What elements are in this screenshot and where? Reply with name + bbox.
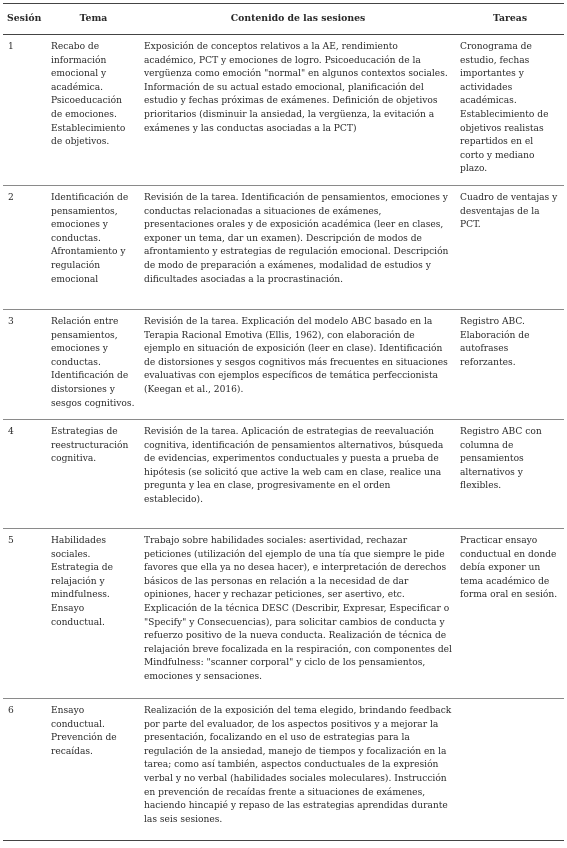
table-header	[3, 4, 564, 35]
session-tema: Estrategias de reestructuración cognitiva.	[47, 420, 140, 529]
header-row	[3, 4, 564, 35]
session-tema: Relación entre pensamientos, emociones y conductas. Identificación de distorsiones y sesgos cognitivos.	[47, 310, 140, 420]
session-number: 2	[3, 186, 47, 310]
session-tema: Identificación de pensamientos, emociones y conductas. Afrontamiento y regulación emocional	[47, 186, 140, 310]
session-number: 1	[3, 35, 47, 186]
header-session: Sesión	[3, 4, 47, 35]
table-row	[3, 310, 564, 420]
session-tareas: Practicar ensayo conductual en donde debía exponer un tema académico de forma oral en sesión.	[456, 529, 564, 699]
table-row	[3, 35, 564, 186]
header-contenido: Contenido de las sesiones	[140, 4, 456, 35]
session-tareas: Cuadro de ventajas y desventajas de la PCT.	[456, 186, 564, 310]
session-contenido: Revisión de la tarea. Identificación de pensamientos, emociones y conductas relacionadas a situaciones de exámenes, presentaciones orales y de exposición académica (leer en clases, exponer un tema, dar un examen). Descripción de modos de afrontamiento y estrategias de regulación emocional. Descripción de modo de preparación a exámenes, modalidad de estudios y dificultades asociadas a la procrastinación.	[140, 186, 456, 310]
session-contenido: Trabajo sobre habilidades sociales: asertividad, rechazar peticiones (utilización del ejemplo de una tía que siempre le pide favores que ella ya no desea hacer), e interpretación de derechos básicos de las personas en relación a la necesidad de dar opiniones, hacer y rechazar peticiones, ser asertivo, etc. Explicación de la técnica DESC (Describir, Expresar, Especificar o "Specify" y Consecuencias), para solicitar cambios de conducta y refuerzo positivo de la nueva conducta. Realización de técnica de relajación breve focalizada en la respiración, con componentes del Mindfulness: "scanner corporal" y ciclo de los pensamientos, emociones y sensaciones.	[140, 529, 456, 699]
table-row	[3, 420, 564, 529]
session-tareas: Registro ABC con columna de pensamientos alternativos y flexibles.	[456, 420, 564, 529]
session-contenido: Revisión de la tarea. Explicación del modelo ABC basado en la Terapia Racional Emotiva (Ellis, 1962), con elaboración de ejemplo en situación de exposición (leer en clase). Identificación de distorsiones y sesgos cognitivos más frecuentes en situaciones evaluativas con ejemplos específicos de temática perfeccionista (Keegan et al., 2016).	[140, 310, 456, 420]
session-number: 6	[3, 699, 47, 841]
session-number: 4	[3, 420, 47, 529]
table-row	[3, 186, 564, 310]
header-tareas: Tareas	[456, 4, 564, 35]
header-tema: Tema	[47, 4, 140, 35]
session-contenido: Revisión de la tarea. Aplicación de estrategias de reevaluación cognitiva, identificación de pensamientos alternativos, búsqueda de evidencias, experimentos conductuales y puesta a prueba de hipótesis (se solicitó que active la web cam en clase, realice una pregunta y lea en clase, progresivamente en el orden establecido).	[140, 420, 456, 529]
session-tema: Ensayo conductual. Prevención de recaídas.	[47, 699, 140, 841]
sessions-table	[3, 3, 564, 841]
session-number: 5	[3, 529, 47, 699]
table-body	[3, 35, 564, 841]
table-row	[3, 699, 564, 841]
session-contenido: Exposición de conceptos relativos a la AE, rendimiento académico, PCT y emociones de logro. Psicoeducación de la vergüenza como emoción "normal" en algunos contextos sociales. Información de su actual estado emocional, planificación del estudio y fechas próximas de exámenes. Definición de objetivos prioritarios (disminuir la ansiedad, la vergüenza, la evitación a exámenes y las conductas asociadas a la PCT)	[140, 35, 456, 186]
session-tareas	[456, 699, 564, 841]
session-tema: Recabo de información emocional y académica. Psicoeducación de emociones. Establecimiento de objetivos.	[47, 35, 140, 186]
session-tareas: Registro ABC. Elaboración de autofrases reforzantes.	[456, 310, 564, 420]
session-contenido: Realización de la exposición del tema elegido, brindando feedback por parte del evaluador, de los aspectos positivos y a mejorar la presentación, focalizando en el uso de estrategias para la regulación de la ansiedad, manejo de tiempos y focalización en la tarea; como así también, aspectos conductuales de la expresión verbal y no verbal (habilidades sociales moleculares). Instrucción en prevención de recaídas frente a situaciones de exámenes, haciendo hincapié y repaso de las estrategias aprendidas durante las seis sesiones.	[140, 699, 456, 841]
table-row	[3, 529, 564, 699]
session-tema: Habilidades sociales. Estrategia de relajación y mindfulness. Ensayo conductual.	[47, 529, 140, 699]
session-tareas: Cronograma de estudio, fechas importantes y actividades académicas. Establecimiento de objetivos realistas repartidos en el corto y mediano plazo.	[456, 35, 564, 186]
session-number: 3	[3, 310, 47, 420]
